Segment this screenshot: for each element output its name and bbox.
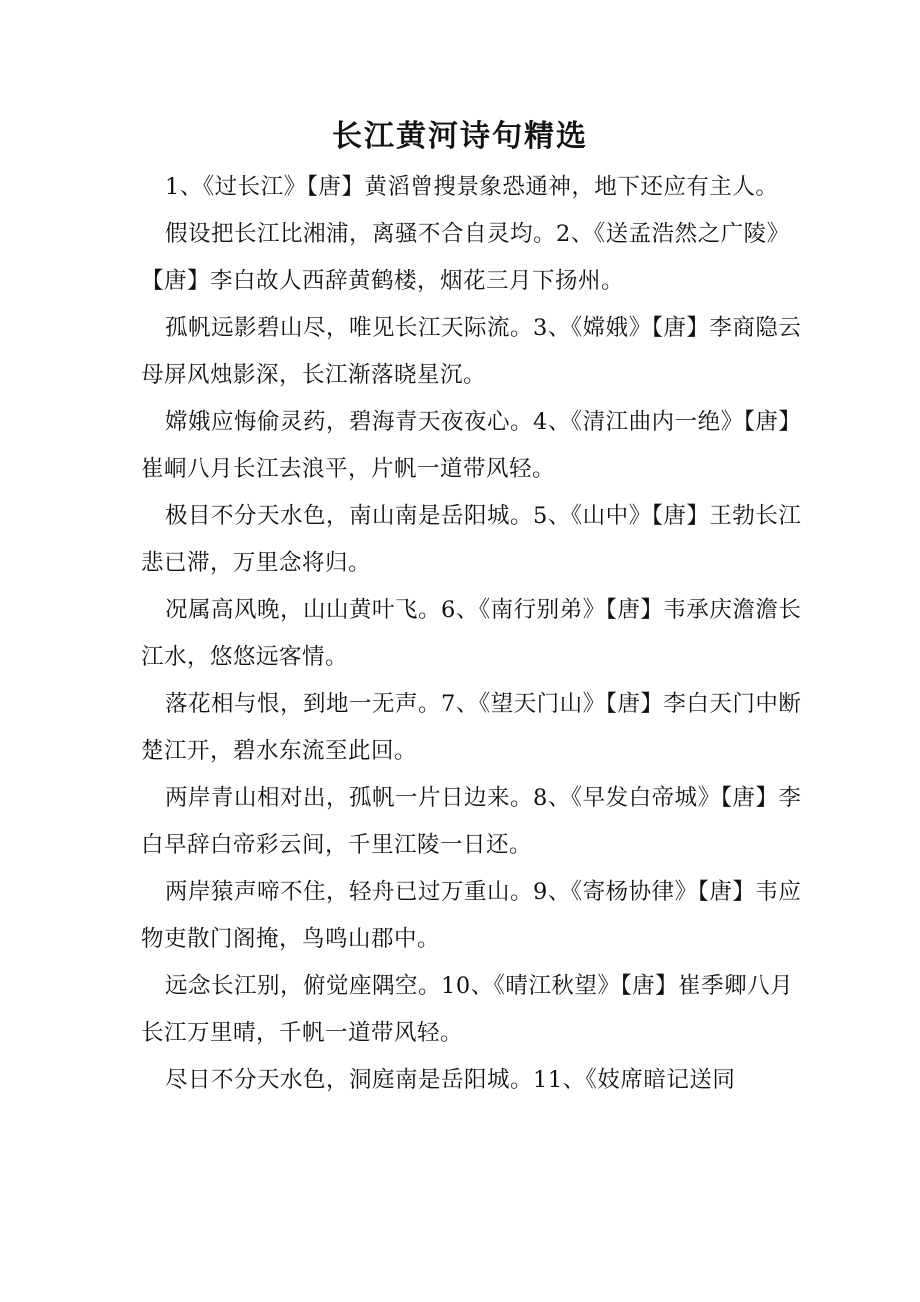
paragraph-9: 两岸猿声啼不住，轻舟已过万重山。9、《寄杨协律》【唐】韦应物吏散门阁掩，鸟鸣山郡中。 xyxy=(141,879,802,952)
paragraph-10: 远念长江别，俯觉座隅空。10、《晴江秋望》【唐】崔季卿八月长江万里晴，千帆一道带风轻。 xyxy=(141,973,794,1046)
paragraph-8: 两岸青山相对出，孤帆一片日边来。8、《早发白帝城》【唐】李白早辞白帝彩云间，千里江陵一日还。 xyxy=(141,785,802,858)
paragraph-3: 孤帆远影碧山尽，唯见长江天际流。3、《嫦娥》【唐】李商隐云母屏风烛影深，长江渐落晓星沉。 xyxy=(141,315,802,388)
paragraph-4: 嫦娥应悔偷灵药，碧海青天夜夜心。4、《清江曲内一绝》【唐】崔峒八月长江去浪平，片帆一道带风轻。 xyxy=(141,409,802,482)
paragraph-11: 尽日不分天水色，洞庭南是岳阳城。11、《妓席暗记送同 xyxy=(165,1067,736,1093)
document-title: 长江黄河诗句精选 xyxy=(332,119,588,154)
paragraph-2: 假设把长江比湘浦，离骚不合自灵均。2、《送孟浩然之广陵》【唐】李白故人西辞黄鹤楼，烟花三月下扬州。 xyxy=(141,221,790,294)
paragraph-6: 况属高风晚，山山黄叶飞。6、《南行别弟》【唐】韦承庆澹澹长江水，悠悠远客情。 xyxy=(141,597,802,670)
paragraph-1: 1、《过长江》【唐】黄滔曾搜景象恐通神，地下还应有主人。 xyxy=(165,174,779,200)
document-body xyxy=(141,164,813,1104)
paragraph-7: 落花相与恨，到地一无声。7、《望天门山》【唐】李白天门中断楚江开，碧水东流至此回。 xyxy=(141,691,802,764)
paragraph-5: 极目不分天水色，南山南是岳阳城。5、《山中》【唐】王勃长江悲已滞，万里念将归。 xyxy=(141,503,802,576)
